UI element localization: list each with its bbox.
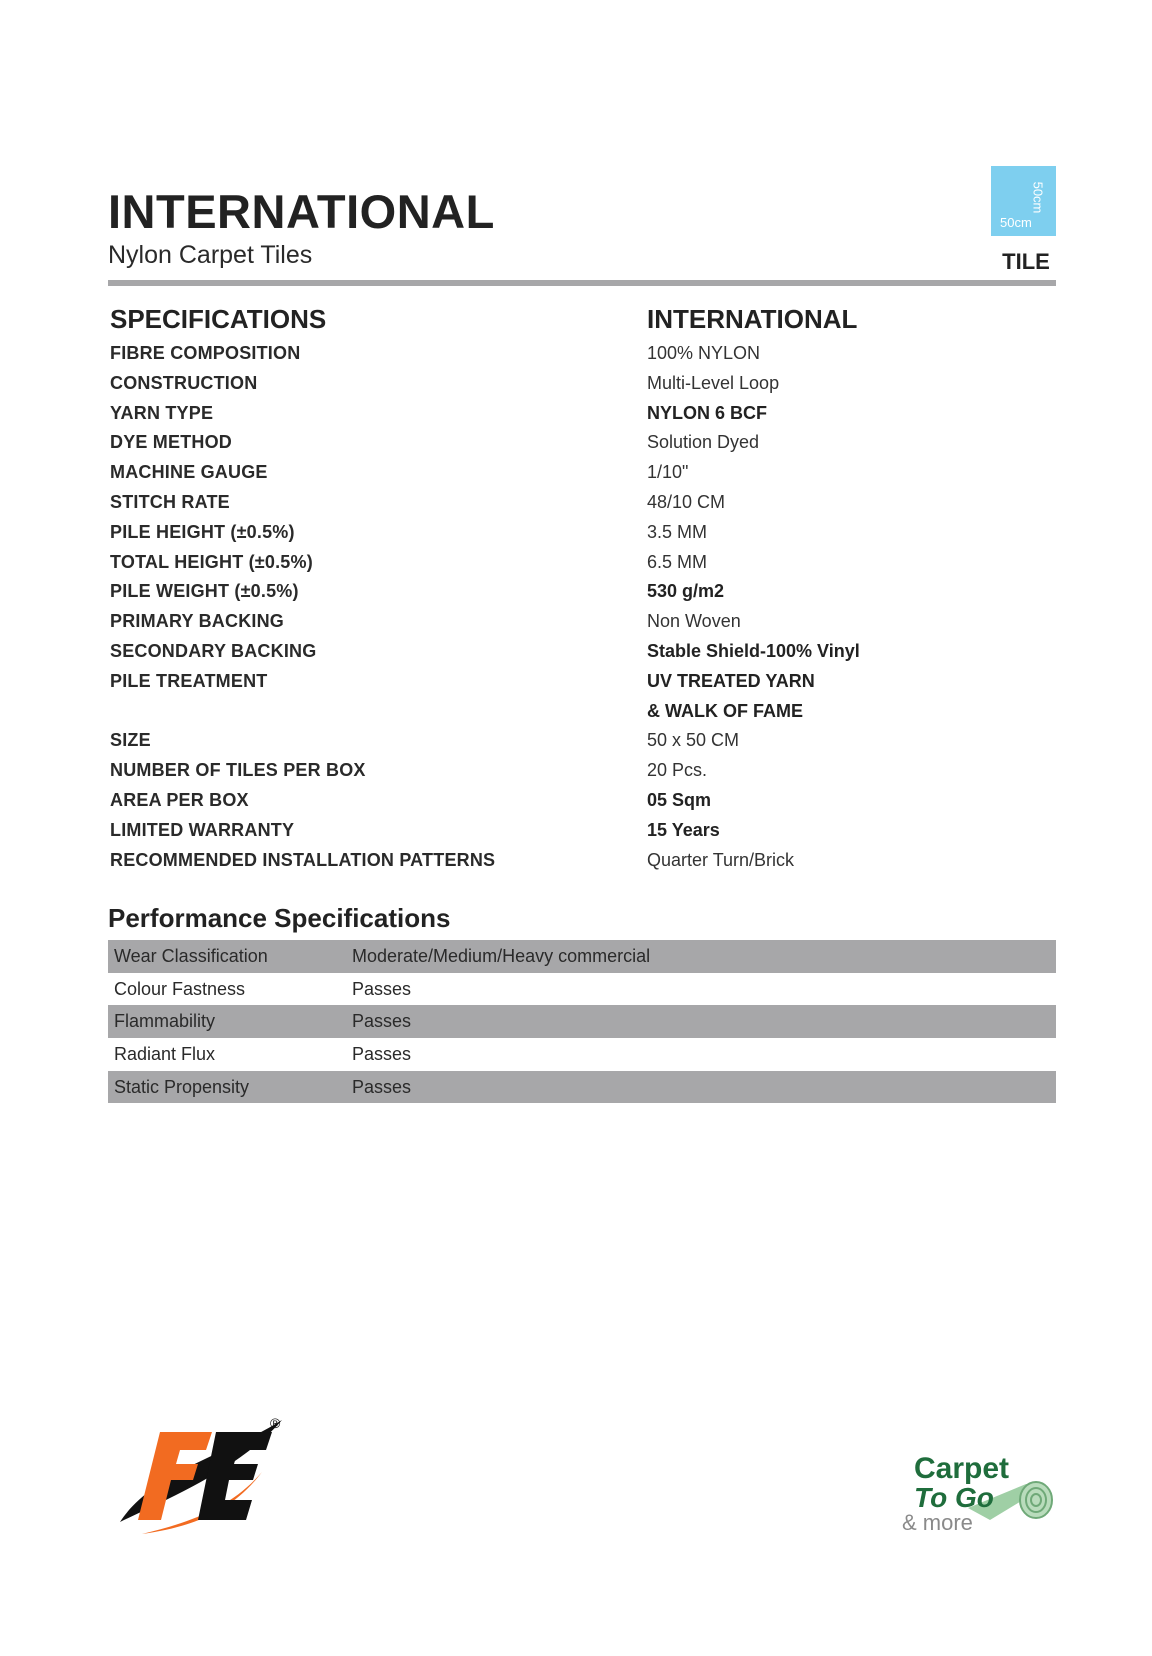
- performance-value: Passes: [352, 1071, 1056, 1104]
- logo-text-carpet: Carpet: [914, 1452, 1010, 1485]
- performance-value: Passes: [352, 1043, 412, 1064]
- logo-letter-e-icon: [198, 1432, 272, 1520]
- performance-label: Colour Fastness: [114, 978, 246, 999]
- spec-value: Stable Shield-100% Vinyl: [647, 640, 860, 661]
- performance-value: Passes: [352, 978, 412, 999]
- fe-logo: [112, 1412, 292, 1542]
- performance-label: Flammability: [108, 1005, 352, 1038]
- spec-label: SIZE: [110, 730, 151, 751]
- spec-label: DYE METHOD: [110, 432, 233, 453]
- tile-height-label: 50cm: [1030, 181, 1046, 214]
- registered-mark: ®: [270, 1415, 281, 1431]
- spec-values-list: [647, 339, 1067, 875]
- tile-width-label: 50cm: [1000, 215, 1032, 230]
- spec-value: 530 g/m2: [647, 581, 725, 602]
- spec-value: 50 x 50 CM: [647, 730, 740, 751]
- table-row: [108, 1071, 1056, 1104]
- performance-table: [108, 940, 1056, 1103]
- spec-value: 15 Years: [647, 819, 720, 840]
- spec-value: 6.5 MM: [647, 551, 708, 572]
- spec-value: & WALK OF FAME: [647, 700, 803, 721]
- performance-value: Passes: [352, 1005, 1056, 1038]
- document-subtitle: Nylon Carpet Tiles: [108, 241, 313, 269]
- document-title: INTERNATIONAL: [108, 185, 495, 238]
- spec-value: 3.5 MM: [647, 521, 708, 542]
- spec-value: 1/10": [647, 462, 689, 483]
- performance-value: Moderate/Medium/Heavy commercial: [352, 940, 1056, 973]
- spec-label: MACHINE GAUGE: [110, 462, 268, 483]
- spec-label: PILE WEIGHT (±0.5%): [110, 581, 299, 602]
- spec-value: NYLON 6 BCF: [647, 402, 768, 423]
- spec-value: Non Woven: [647, 611, 741, 632]
- performance-label: Static Propensity: [108, 1071, 352, 1104]
- spec-value: 20 Pcs.: [647, 760, 708, 781]
- spec-label: PILE TREATMENT: [110, 670, 268, 691]
- spec-value: UV TREATED YARN: [647, 670, 815, 691]
- specifications-heading: SPECIFICATIONS: [110, 304, 327, 334]
- header-divider: [108, 280, 1056, 286]
- spec-label: SECONDARY BACKING: [110, 640, 317, 661]
- logo-text-and-more: & more: [902, 1510, 973, 1535]
- table-row: [108, 1005, 1056, 1038]
- spec-label: RECOMMENDED INSTALLATION PATTERNS: [110, 849, 496, 870]
- product-heading: INTERNATIONAL: [647, 304, 858, 334]
- spec-label: YARN TYPE: [110, 402, 214, 423]
- spec-value: 05 Sqm: [647, 789, 712, 810]
- spec-label: FIBRE COMPOSITION: [110, 343, 301, 363]
- spec-label: PRIMARY BACKING: [110, 611, 285, 632]
- spec-labels-list: [110, 339, 610, 875]
- table-row: [108, 940, 1056, 973]
- performance-heading: Performance Specifications: [108, 903, 451, 933]
- performance-label: Wear Classification: [108, 940, 352, 973]
- spec-value: Multi-Level Loop: [647, 372, 780, 393]
- spec-label: LIMITED WARRANTY: [110, 819, 295, 840]
- spec-label: TOTAL HEIGHT (±0.5%): [110, 551, 313, 572]
- spec-label: [110, 697, 610, 727]
- spec-label: NUMBER OF TILES PER BOX: [110, 760, 366, 781]
- tile-label: TILE: [1002, 249, 1050, 274]
- table-row: [108, 1038, 1056, 1071]
- spec-label: PILE HEIGHT (±0.5%): [110, 521, 295, 542]
- table-row: [108, 973, 1056, 1006]
- spec-label: AREA PER BOX: [110, 789, 249, 810]
- spec-label: STITCH RATE: [110, 491, 230, 512]
- spec-value: 100% NYLON: [647, 343, 761, 363]
- tile-size-icon: [991, 166, 1056, 236]
- spec-label: CONSTRUCTION: [110, 372, 258, 393]
- carpet-to-go-logo: [896, 1452, 1056, 1534]
- spec-value: Solution Dyed: [647, 432, 760, 453]
- spec-value: 48/10 CM: [647, 491, 726, 512]
- logo-text-to-go: To Go: [914, 1482, 994, 1513]
- performance-label: Radiant Flux: [114, 1043, 216, 1064]
- spec-value: Quarter Turn/Brick: [647, 849, 795, 870]
